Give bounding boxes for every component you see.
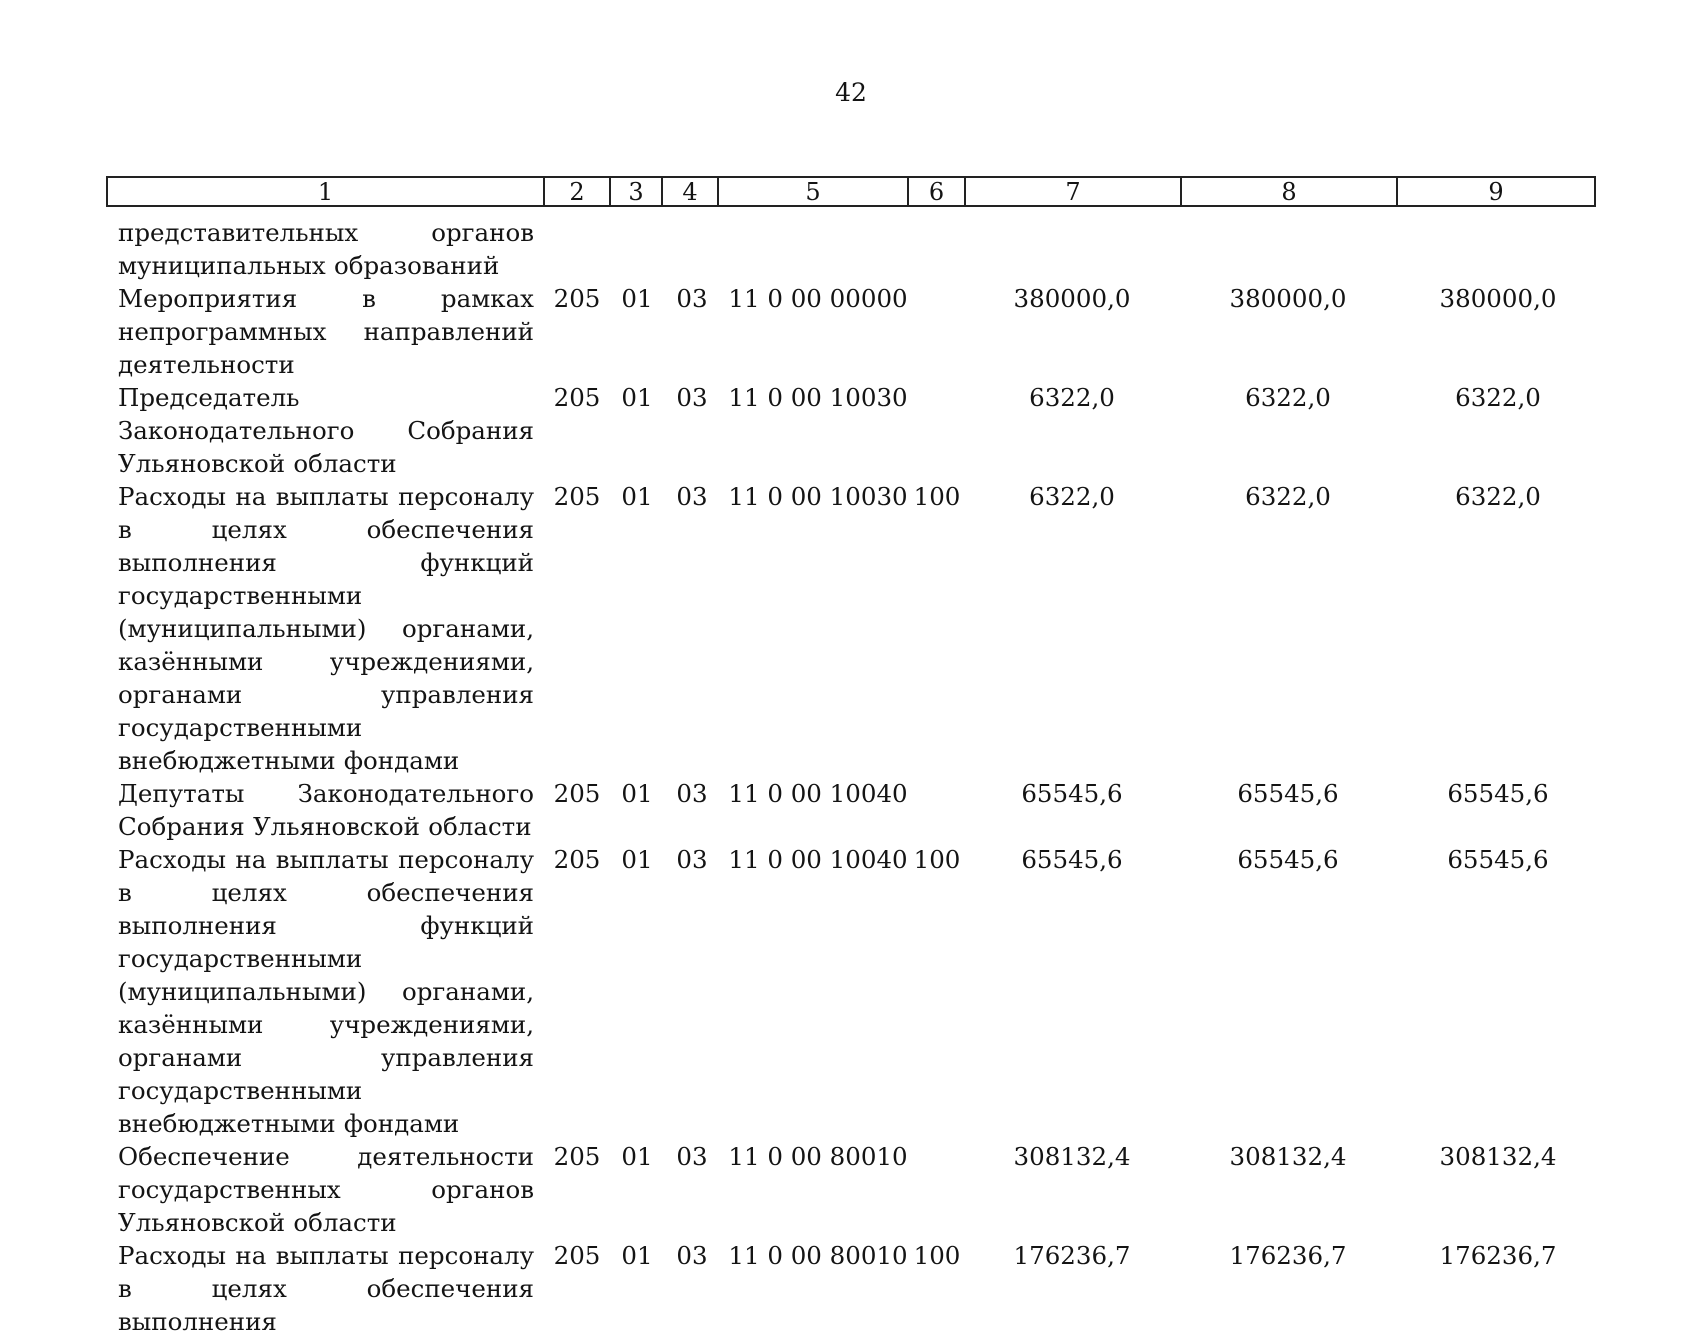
table-row xyxy=(0,282,1702,381)
cell-c5: 11 0 00 10040 xyxy=(728,779,908,808)
cell-c3: 01 xyxy=(621,779,653,808)
cell-c6: 100 xyxy=(913,1241,961,1270)
header-col-2: 2 xyxy=(545,178,611,205)
header-col-3: 3 xyxy=(611,178,663,205)
cell-c5: 11 0 00 10040 xyxy=(728,845,908,874)
cell-c2: 205 xyxy=(553,779,601,808)
cell-c3: 01 xyxy=(621,1142,653,1171)
cell-c5: 11 0 00 80010 xyxy=(728,1142,908,1171)
header-col-7: 7 xyxy=(966,178,1182,205)
cell-c8: 6322,0 xyxy=(1245,482,1331,511)
cell-c2: 205 xyxy=(553,383,601,412)
cell-c8: 380000,0 xyxy=(1229,284,1347,313)
table-row xyxy=(0,777,1702,843)
cell-c9: 6322,0 xyxy=(1455,482,1541,511)
cell-c7: 308132,4 xyxy=(1013,1142,1131,1171)
cell-c3: 01 xyxy=(621,845,653,874)
cell-c2: 205 xyxy=(553,1241,601,1270)
table-body xyxy=(0,216,1702,1338)
cell-c4: 03 xyxy=(676,1142,708,1171)
table-header xyxy=(106,176,1596,207)
row-name: Мероприятия в рамках непрограммных направлений деятельности xyxy=(118,284,534,379)
cell-c9: 65545,6 xyxy=(1447,779,1549,808)
cell-c8: 6322,0 xyxy=(1245,383,1331,412)
row-name: Расходы на выплаты персоналу в целях обеспечения выполнения функций государственными (муниципальными) органами, казёнными учреждениями, органами управления государственными внебюджетными фондами xyxy=(118,482,534,775)
cell-c7: 6322,0 xyxy=(1029,383,1115,412)
cell-c4: 03 xyxy=(676,1241,708,1270)
header-col-8: 8 xyxy=(1182,178,1398,205)
cell-c6: 100 xyxy=(913,845,961,874)
cell-c3: 01 xyxy=(621,383,653,412)
header-col-6: 6 xyxy=(909,178,966,205)
cell-c4: 03 xyxy=(676,845,708,874)
cell-c7: 65545,6 xyxy=(1021,845,1123,874)
header-col-9: 9 xyxy=(1488,178,1504,206)
table-row xyxy=(0,1140,1702,1239)
row-name: Председатель Законодательного Собрания Ульяновской области xyxy=(118,383,534,478)
row-name: Депутаты Законодательного Собрания Ульяновской области xyxy=(118,779,534,841)
cell-c4: 03 xyxy=(676,284,708,313)
cell-c4: 03 xyxy=(676,779,708,808)
cell-c7: 176236,7 xyxy=(1013,1241,1131,1270)
cell-c9: 65545,6 xyxy=(1447,845,1549,874)
table-row xyxy=(0,480,1702,777)
cell-c4: 03 xyxy=(676,482,708,511)
cell-c3: 01 xyxy=(621,1241,653,1270)
cell-c7: 380000,0 xyxy=(1013,284,1131,313)
cell-c8: 308132,4 xyxy=(1229,1142,1347,1171)
cell-c2: 205 xyxy=(553,284,601,313)
page-number: 42 xyxy=(835,78,867,107)
cell-c7: 65545,6 xyxy=(1021,779,1123,808)
cell-c4: 03 xyxy=(676,383,708,412)
cell-c3: 01 xyxy=(621,284,653,313)
cell-c8: 176236,7 xyxy=(1229,1241,1347,1270)
cell-c3: 01 xyxy=(621,482,653,511)
cell-c9: 6322,0 xyxy=(1455,383,1541,412)
cell-c2: 205 xyxy=(553,1142,601,1171)
row-name: Обеспечение деятельности государственных органов Ульяновской области xyxy=(118,1142,534,1237)
header-col-1: 1 xyxy=(108,178,545,205)
table-row xyxy=(0,843,1702,1140)
header-col-5: 5 xyxy=(719,178,909,205)
cell-c5: 11 0 00 00000 xyxy=(728,284,908,313)
cell-c9: 380000,0 xyxy=(1439,284,1557,313)
table-row xyxy=(0,1239,1702,1338)
cell-c2: 205 xyxy=(553,482,601,511)
cell-c5: 11 0 00 10030 xyxy=(728,383,908,412)
table-row xyxy=(0,216,1702,282)
cell-c2: 205 xyxy=(553,845,601,874)
cell-c5: 11 0 00 10030 xyxy=(728,482,908,511)
cell-c6: 100 xyxy=(913,482,961,511)
header-col-4: 4 xyxy=(663,178,719,205)
row-name: Расходы на выплаты персоналу в целях обеспечения выполнения xyxy=(118,1241,534,1336)
table-row xyxy=(0,381,1702,480)
row-name: Расходы на выплаты персоналу в целях обеспечения выполнения функций государственными (муниципальными) органами, казёнными учреждениями, органами управления государственными внебюджетными фондами xyxy=(118,845,534,1138)
cell-c8: 65545,6 xyxy=(1237,845,1339,874)
cell-c7: 6322,0 xyxy=(1029,482,1115,511)
cell-c9: 308132,4 xyxy=(1439,1142,1557,1171)
cell-c9: 176236,7 xyxy=(1439,1241,1557,1270)
cell-c8: 65545,6 xyxy=(1237,779,1339,808)
cell-c5: 11 0 00 80010 xyxy=(728,1241,908,1270)
row-name: представительных органов муниципальных образований xyxy=(118,218,534,280)
